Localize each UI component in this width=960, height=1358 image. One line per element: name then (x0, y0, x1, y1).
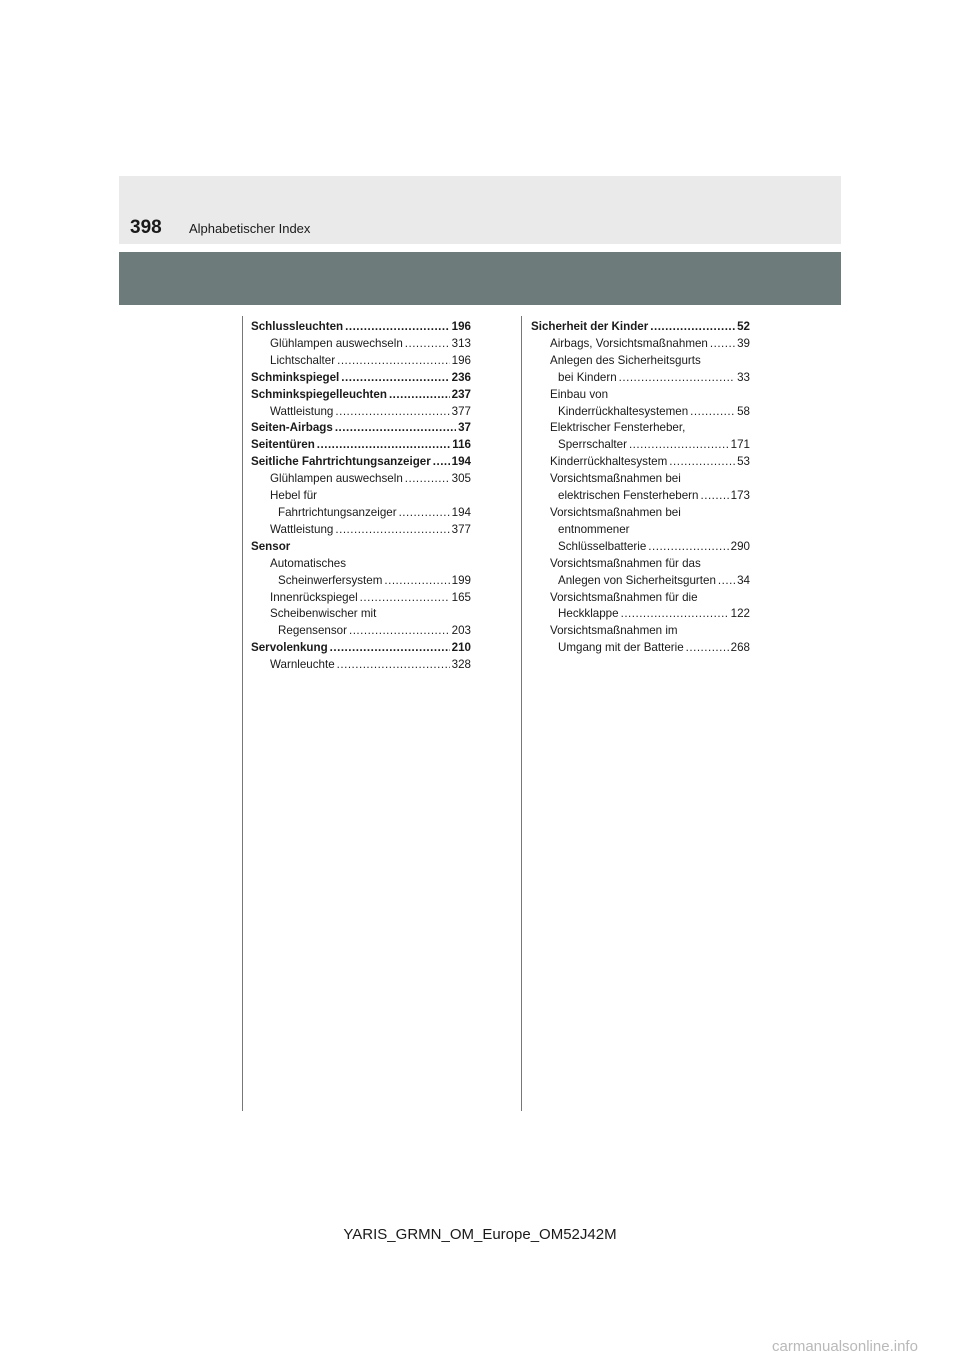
index-term: bei Kindern (558, 370, 617, 384)
dot-leader (330, 640, 450, 657)
index-entry (531, 319, 750, 336)
index-term: Einbau von (550, 387, 609, 401)
index-entry (531, 539, 750, 556)
index-entry (251, 353, 471, 370)
dot-leader (341, 370, 449, 387)
index-page-number: 116 (452, 438, 471, 452)
index-entry (251, 336, 471, 353)
index-term: Vorsichtsmaßnahmen für das (550, 556, 701, 570)
index-page-number: 53 (737, 455, 750, 469)
index-entry (251, 606, 471, 623)
index-term: Seitentüren (251, 438, 315, 452)
index-entry (251, 454, 471, 471)
index-term: Innenrückspiegel (270, 590, 358, 604)
index-term: Sperrschalter (558, 438, 627, 452)
index-entry (531, 454, 750, 471)
dot-leader (317, 437, 451, 454)
index-term: Servolenkung (251, 641, 328, 655)
index-entry (251, 319, 471, 336)
index-term: Elektrischer Fensterheber, (550, 421, 686, 435)
section-banner (119, 252, 841, 305)
index-page-number: 313 (451, 336, 471, 350)
index-page-number: 171 (730, 438, 750, 452)
index-page-number: 173 (730, 489, 750, 503)
index-page-number: 199 (451, 573, 471, 587)
index-page-number: 305 (451, 472, 471, 486)
index-term: Glühlampen auswechseln (270, 472, 403, 486)
dot-leader (648, 539, 728, 556)
index-page-number: 122 (730, 607, 750, 621)
index-term: Umgang mit der Batterie (558, 641, 684, 655)
index-page-number: 196 (451, 353, 471, 367)
index-term: Schlüsselbatterie (558, 539, 647, 553)
index-page-number: 236 (451, 370, 471, 384)
index-term: Kinderrückhaltesystemen (558, 404, 689, 418)
index-entry (531, 488, 750, 505)
index-column-left (251, 319, 471, 674)
index-term: Regensensor (278, 624, 347, 638)
dot-leader (384, 573, 449, 590)
dot-leader (405, 471, 450, 488)
dot-leader (360, 590, 450, 607)
index-page-number: 196 (451, 320, 471, 333)
index-page-number: 194 (451, 505, 471, 519)
dot-leader (337, 353, 450, 370)
index-term: elektrischen Fensterhebern (558, 489, 699, 503)
index-term: Sensor (251, 539, 291, 553)
index-entry (531, 336, 750, 353)
index-entry (531, 505, 750, 522)
index-entry (251, 573, 471, 590)
index-term: Scheinwerfersystem (278, 573, 383, 587)
index-entry (251, 471, 471, 488)
index-entry (531, 623, 750, 640)
index-entry (531, 522, 750, 539)
index-page-number: 203 (451, 624, 471, 638)
index-term: Wattleistung (270, 522, 334, 536)
index-term: Schlussleuchten (251, 320, 344, 333)
watermark: carmanualsonline.info (772, 1338, 918, 1355)
index-page-number: 34 (737, 573, 750, 587)
index-term: Wattleistung (270, 404, 334, 418)
index-term: Airbags, Vorsichtsmaßnahmen (550, 336, 708, 350)
document-code: YARIS_GRMN_OM_Europe_OM52J42M (343, 1226, 617, 1243)
dot-leader (710, 336, 735, 353)
index-entry (531, 471, 750, 488)
dot-leader (399, 505, 450, 522)
index-entry (251, 488, 471, 505)
index-page-number: 165 (451, 590, 471, 604)
dot-leader (345, 319, 450, 336)
index-entry (531, 387, 750, 404)
index-page-number: 268 (730, 641, 750, 655)
dot-leader (621, 606, 729, 623)
index-page-number: 39 (737, 336, 750, 350)
index-entry (251, 640, 471, 657)
index-term: entnommener (558, 522, 630, 536)
index-entry (531, 437, 750, 454)
index-page-number: 37 (458, 421, 471, 435)
index-entry (531, 606, 750, 623)
index-term: Sicherheit der Kinder (531, 320, 649, 333)
index-page-number: 58 (737, 404, 750, 418)
index-term: Anlegen des Sicherheitsgurts (550, 353, 701, 367)
index-page-number: 328 (451, 658, 471, 672)
index-page-number: 377 (451, 522, 471, 536)
index-entry (531, 590, 750, 607)
index-entry (531, 370, 750, 387)
index-page-number: 194 (451, 455, 471, 469)
index-term: Vorsichtsmaßnahmen im (550, 624, 678, 638)
dot-leader (335, 420, 456, 437)
column-divider-left (242, 316, 243, 1111)
index-entry (251, 505, 471, 522)
index-term: Scheibenwischer mit (270, 607, 377, 621)
index-page-number: 52 (737, 320, 750, 333)
index-term: Vorsichtsmaßnahmen für die (550, 590, 698, 604)
index-term: Fahrtrichtungsanzeiger (278, 505, 397, 519)
section-title: Alphabetischer Index (189, 221, 311, 236)
index-entry (531, 420, 750, 437)
dot-leader (349, 623, 450, 640)
index-term: Kinderrückhaltesystem (550, 455, 668, 469)
dot-leader (690, 404, 735, 421)
index-entry (251, 539, 471, 556)
index-term: Heckklappe (558, 607, 619, 621)
index-page-number: 33 (737, 370, 750, 384)
dot-leader (650, 319, 735, 336)
index-entry (531, 353, 750, 370)
dot-leader (629, 437, 729, 454)
index-entry (531, 404, 750, 421)
index-page-number: 210 (451, 641, 471, 655)
dot-leader (337, 657, 450, 674)
index-page-number: 290 (730, 539, 750, 553)
index-page-number: 377 (451, 404, 471, 418)
index-term: Anlegen von Sicherheitsgurten (558, 573, 716, 587)
index-term: Lichtschalter (270, 353, 336, 367)
dot-leader (718, 573, 735, 590)
dot-leader (701, 488, 729, 505)
index-term: Vorsichtsmaßnahmen bei (550, 472, 681, 486)
dot-leader (335, 522, 449, 539)
index-entry (251, 437, 471, 454)
dot-leader (335, 404, 449, 421)
index-entry (251, 556, 471, 573)
index-entry (531, 573, 750, 590)
index-term: Schminkspiegelleuchten (251, 387, 387, 401)
index-entry (251, 590, 471, 607)
dot-leader (405, 336, 450, 353)
index-entry (251, 522, 471, 539)
index-term: Seitliche Fahrtrichtungsanzeiger (251, 455, 431, 469)
index-page-number: 237 (451, 387, 471, 401)
dot-leader (686, 640, 729, 657)
page-number: 398 (130, 217, 162, 238)
dot-leader (669, 454, 735, 471)
index-term: Automatisches (270, 556, 347, 570)
index-entry (251, 420, 471, 437)
index-entry (251, 387, 471, 404)
column-divider-middle (521, 316, 522, 1111)
index-entry (251, 370, 471, 387)
index-term: Vorsichtsmaßnahmen bei (550, 505, 681, 519)
index-term: Hebel für (270, 489, 318, 503)
index-entry (251, 623, 471, 640)
dot-leader (619, 370, 735, 387)
index-entry (251, 657, 471, 674)
index-term: Glühlampen auswechseln (270, 336, 403, 350)
index-term: Seiten-Airbags (251, 421, 333, 435)
dot-leader (433, 454, 450, 471)
index-entry (251, 404, 471, 421)
index-column-right (531, 319, 750, 657)
index-term: Schminkspiegel (251, 370, 340, 384)
index-entry (531, 640, 750, 657)
dot-leader (389, 387, 450, 404)
index-term: Warnleuchte (270, 658, 335, 672)
index-entry (531, 556, 750, 573)
